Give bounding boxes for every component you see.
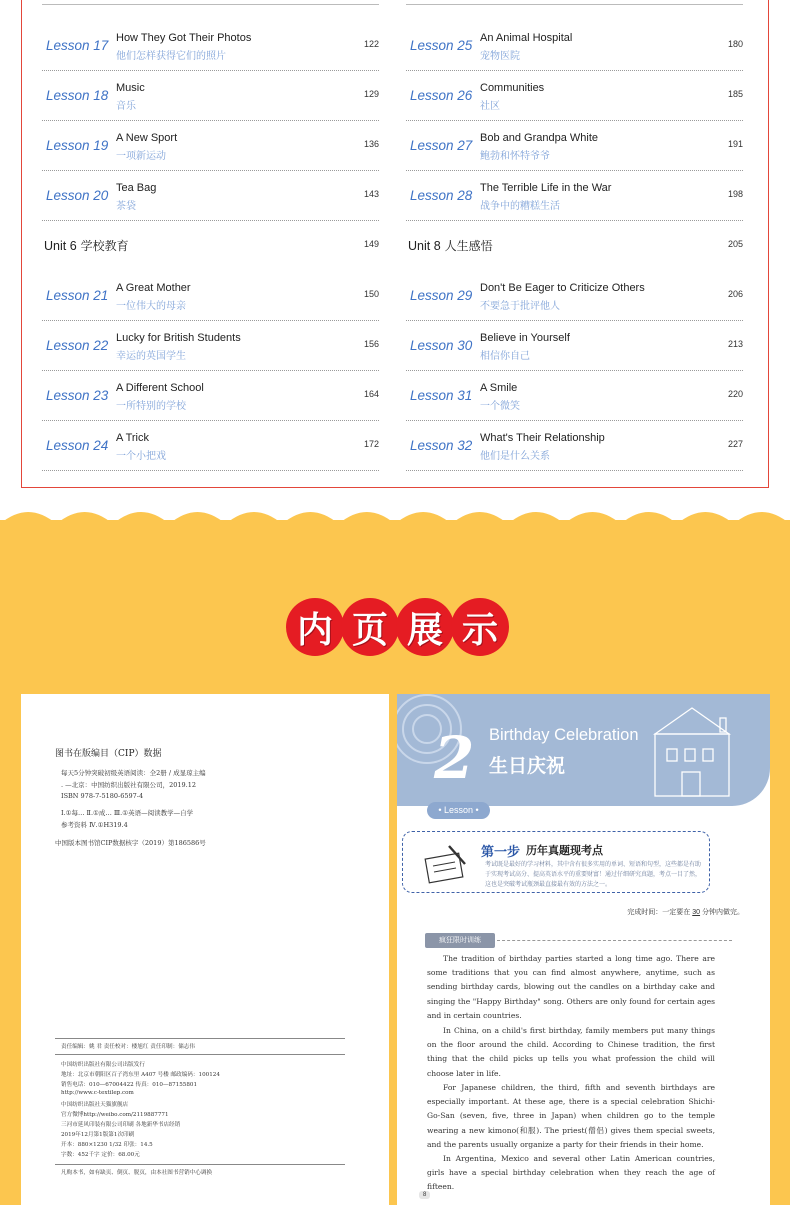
time-value: 30 (692, 909, 701, 916)
page-number: 8 (419, 1191, 430, 1199)
toc-unit-row[interactable] (42, 220, 379, 270)
time-suffix: 分钟内做完。 (702, 909, 744, 916)
toc-lesson-row[interactable] (42, 420, 379, 471)
page-number: 122 (363, 39, 379, 49)
title-char: 内 (286, 598, 344, 656)
copyright-footer: 凡购本书，如有缺页、倒页、脱页，由本社图书营销中心调换 (61, 1170, 213, 1176)
toc-lesson-row[interactable] (406, 70, 743, 121)
page-number: 129 (363, 89, 379, 99)
toc-lesson-row[interactable] (406, 370, 743, 421)
step-label: 第一步 (481, 844, 521, 859)
toc-lesson-row[interactable] (406, 120, 743, 171)
cip-line: . —北京：中国纺织出版社有限公司，2019.12 (61, 781, 197, 789)
lesson-title: What's Their Relationship (480, 432, 605, 444)
page-number: 227 (727, 439, 743, 449)
lesson-number: Lesson 28 (410, 188, 473, 203)
lesson-title-chinese: 他们怎样获得它们的照片 (116, 51, 226, 62)
step-box (402, 831, 710, 893)
lesson-title: The Terrible Life in the War (480, 182, 612, 194)
cip-line: 每天5分钟突破初级英语阅读：全2册 / 成显琼主编 (61, 769, 206, 777)
publisher-line: 中国纺织出版社有限公司出版发行 (61, 1062, 145, 1068)
lesson-title-en: Birthday Celebration (489, 726, 639, 744)
lesson-number: Lesson 22 (46, 338, 109, 353)
toc-lesson-row[interactable] (406, 420, 743, 471)
lesson-title-chinese: 一位伟大的母亲 (116, 301, 186, 312)
passage-paragraph: In China, on a child's first birthday, family members put many things on the floor around the child. According to Chinese tradition, the first thing that the child picks up tells you what profession the child will choose later in life. (427, 1026, 715, 1078)
top-divider (406, 0, 743, 5)
lesson-title-chinese: 社区 (480, 101, 500, 112)
lesson-title-chinese: 茶袋 (116, 201, 136, 212)
toc-lesson-row[interactable] (42, 370, 379, 421)
passage-paragraph: The tradition of birthday parties started a long time ago. There are some traditions that you can find almost anywhere, anytime, such as sending birthday cards, blowing out the candles on a birthday cake and singing the "Happy Birthday" song. Others are only found for certain ages and in certain countries. (427, 954, 715, 1020)
divider (55, 1054, 345, 1055)
table-of-contents (21, 0, 769, 488)
lesson-title-chinese: 一项新运动 (116, 151, 166, 162)
lesson-number: Lesson 24 (46, 438, 109, 453)
editors-line: 责任编辑：姚 君 责任校对：楼旭红 责任印制：储志伟 (61, 1044, 195, 1050)
publisher-line: 字数：452千字 定价：68.00元 (61, 1152, 140, 1158)
unit-heading (408, 237, 493, 254)
section-divider (497, 940, 732, 941)
passage-paragraph: In Argentina, Mexico and several other Latin American countries, girls have a special birthday celebration when they reach the age of fifteen. (427, 1154, 715, 1192)
unit-topic: 学校教育 (80, 239, 129, 253)
lesson-title-chinese: 他们是什么关系 (480, 451, 550, 462)
lesson-title: How They Got Their Photos (116, 32, 252, 44)
lesson-title: An Animal Hospital (480, 32, 573, 44)
lesson-title: Bob and Grandpa White (480, 132, 599, 144)
wave-edge (0, 500, 790, 540)
page-number: 205 (727, 239, 743, 249)
page-number: 213 (727, 339, 743, 349)
toc-lesson-row[interactable] (406, 320, 743, 371)
lesson-number: Lesson 27 (410, 138, 473, 153)
lesson-number: Lesson 21 (46, 288, 109, 303)
lesson-number: Lesson 18 (46, 88, 109, 103)
section-tag: 疯狂限时训练 (425, 933, 495, 948)
cip-title: 图书在版编目（CIP）数据 (55, 749, 162, 759)
toc-lesson-row[interactable] (42, 270, 379, 321)
step-title: 历年真题现考点 (526, 845, 603, 857)
lesson-title: Believe in Yourself (480, 332, 570, 344)
page-number: 136 (363, 139, 379, 149)
lesson-number: Lesson 17 (46, 38, 109, 53)
lesson-title-chinese: 幸运的英国学生 (116, 351, 186, 362)
lesson-title-zh: 生日庆祝 (489, 756, 566, 777)
toc-lesson-row[interactable] (406, 20, 743, 71)
page-number: 180 (727, 39, 743, 49)
time-label: 完成时间：一定要在 (627, 909, 691, 916)
toc-lesson-row[interactable] (406, 170, 743, 221)
publisher-line: 三河市延风印装有限公司印刷 各地新华书店经销 (61, 1122, 181, 1128)
page-number: 156 (363, 339, 379, 349)
cip-line: ISBN 978-7-5180-6597-4 (61, 792, 144, 800)
lesson-title-chinese: 一个小把戏 (116, 451, 166, 462)
page-number: 164 (363, 389, 379, 399)
unit-heading (44, 237, 129, 254)
page-number: 220 (727, 389, 743, 399)
cip-line: 中国版本图书馆CIP数据核字（2019）第186586号 (55, 839, 206, 847)
page-number: 185 (727, 89, 743, 99)
lesson-header (397, 694, 770, 806)
publisher-line: 官方微博http://weibo.com/2119887771 (61, 1112, 169, 1118)
lesson-number: Lesson 20 (46, 188, 109, 203)
lesson-title: A Trick (116, 432, 150, 444)
lesson-number: Lesson 31 (410, 388, 473, 403)
unit-topic: 人生感悟 (444, 239, 493, 253)
inner-pages-title (286, 598, 506, 656)
step-description: 考试既是最好的学习材料，其中含有很多实用的单词、短语和句型，这些都是有助于实现考试高分、提高英语水平的重要财富！通过仔细研究真题，考点一目了然，这也是突破考试瓶颈最直接最有效的方法之一。 (485, 862, 702, 888)
publisher-line: 开本：880×1230 1/32 印张：14.5 (61, 1142, 153, 1148)
lesson-title: Lucky for British Students (116, 332, 241, 344)
lesson-title-chinese: 战争中的糟糕生活 (480, 201, 560, 212)
toc-lesson-row[interactable] (42, 20, 379, 71)
page-number: 143 (363, 189, 379, 199)
cip-line: Ⅰ.①每… Ⅱ.①成… Ⅲ.①英语—阅读教学—自学 (61, 809, 194, 817)
toc-lesson-row[interactable] (406, 270, 743, 321)
title-char: 展 (396, 598, 454, 656)
unit-name: Unit 8 (408, 239, 441, 253)
lesson-title-chinese: 音乐 (116, 101, 136, 112)
lesson-title: A Different School (116, 382, 204, 394)
lesson-number: Lesson 29 (410, 288, 473, 303)
lesson-page (397, 694, 770, 1205)
title-char: 页 (341, 598, 399, 656)
toc-lesson-row[interactable] (42, 170, 379, 221)
page-number: 150 (363, 289, 379, 299)
lesson-title: Don't Be Eager to Criticize Others (480, 282, 645, 294)
lesson-number: Lesson 26 (410, 88, 473, 103)
publisher-line: 中国纺织出版社天猫旗舰店 (61, 1102, 129, 1108)
lesson-title: A Smile (480, 382, 518, 394)
page-number: 149 (363, 239, 379, 249)
divider (55, 1038, 345, 1039)
lesson-title-chinese: 不要急于批评他人 (480, 301, 560, 312)
divider (55, 1164, 345, 1165)
lesson-number: Lesson 30 (410, 338, 473, 353)
lesson-title: Music (116, 82, 145, 94)
unit-name: Unit 6 (44, 239, 77, 253)
page-number: 172 (363, 439, 379, 449)
publisher-line: 销售电话：010—67004422 传真：010—87155801 (61, 1082, 198, 1088)
lesson-tag: • Lesson • (427, 802, 490, 819)
lesson-title-chinese: 鲍勃和怀特爷爷 (480, 151, 550, 162)
top-divider (42, 0, 379, 5)
time-limit (627, 907, 744, 917)
publisher-line: 2019年12月第1版第1次印刷 (61, 1132, 135, 1138)
unit-number: 2 (434, 724, 475, 792)
lesson-title: Communities (480, 82, 545, 94)
page-number: 206 (727, 289, 743, 299)
toc-lesson-row[interactable] (42, 120, 379, 171)
pencil-paper-icon (421, 842, 471, 884)
toc-lesson-row[interactable] (42, 320, 379, 371)
lesson-title-chinese: 相信你自己 (480, 351, 530, 362)
lesson-title: A Great Mother (116, 282, 191, 294)
toc-unit-row[interactable] (406, 220, 743, 270)
passage-paragraph: For Japanese children, the third, fifth and seventh birthdays are especially important. At these age, there is a special celebration Shichi-Go-San (seven, five, three in Japan) when children go to the temple wearing a new kimono(和服). The priest(僧侣) gives them special sweets, and the parents usually organize a party for their friends in their home. (427, 1083, 715, 1149)
lesson-title: A New Sport (116, 132, 178, 144)
publisher-line: 地址：北京市朝阳区百子湾东里 A407 号楼 邮政编码：100124 (61, 1072, 220, 1078)
page-number: 198 (727, 189, 743, 199)
lesson-title-chinese: 一个微笑 (480, 401, 520, 412)
lesson-title-chinese: 宠物医院 (480, 51, 520, 62)
lesson-title: Tea Bag (116, 182, 157, 194)
toc-lesson-row[interactable] (42, 70, 379, 121)
title-char: 示 (451, 598, 509, 656)
page-number: 191 (727, 139, 743, 149)
publisher-line: http://www.c-textilep.com (61, 1090, 134, 1096)
lesson-number: Lesson 19 (46, 138, 109, 153)
lesson-number: Lesson 23 (46, 388, 109, 403)
lesson-number: Lesson 32 (410, 438, 473, 453)
lesson-number: Lesson 25 (410, 38, 473, 53)
lesson-title-chinese: 一所特别的学校 (116, 401, 186, 412)
cip-line: 参考资料 Ⅳ.①H319.4 (61, 821, 128, 829)
